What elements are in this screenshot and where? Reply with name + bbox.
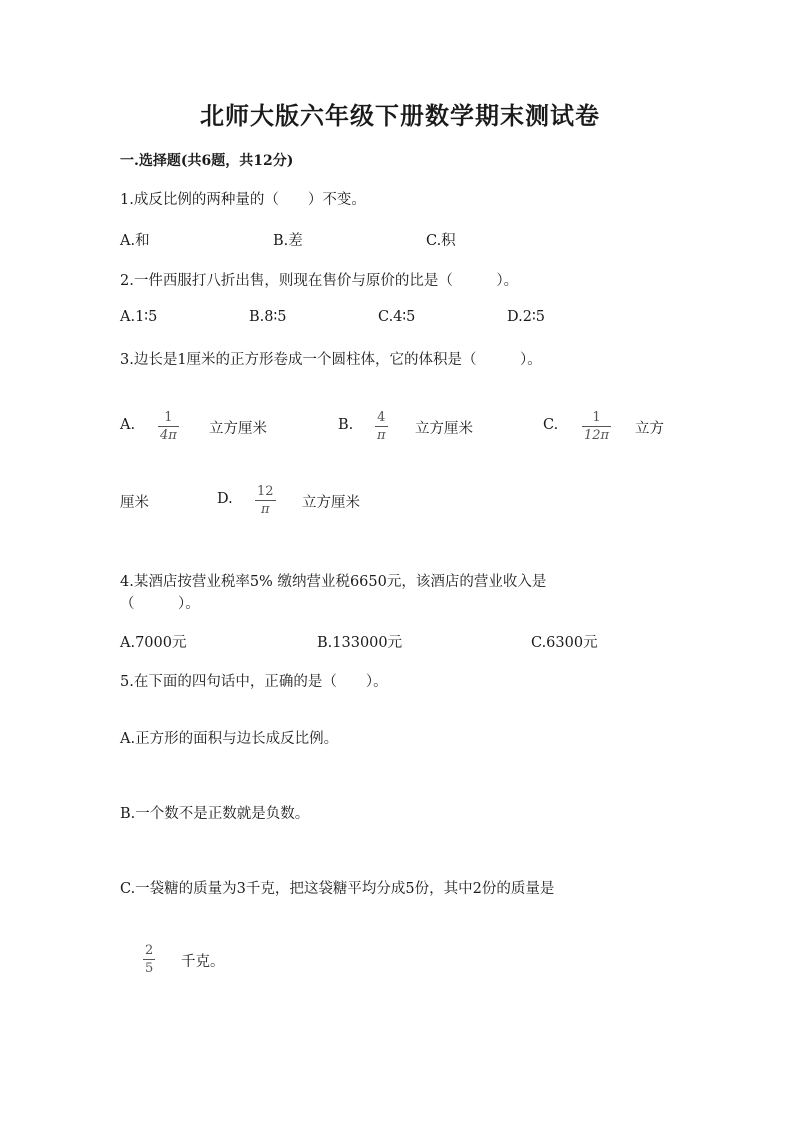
fraction-numerator: 2	[145, 943, 154, 958]
question-1-option-a: A.和	[120, 233, 150, 249]
fraction-bar	[255, 500, 276, 501]
question-3-stem: 3.边长是1厘米的正方形卷成一个圆柱体，它的体积是（ ）。	[120, 352, 542, 368]
question-3-option-b-unit: 立方厘米	[415, 421, 473, 437]
question-5-option-c-unit: 千克。	[181, 954, 225, 970]
fraction-numerator: 1	[592, 410, 601, 425]
fraction-denominator: 12π	[584, 428, 610, 443]
question-2-option-c: C.4∶5	[378, 309, 416, 325]
fraction-denominator: 5	[145, 961, 154, 976]
fraction-denominator: π	[377, 428, 386, 443]
question-5-stem: 5.在下面的四句话中，正确的是（ ）。	[120, 674, 388, 690]
page-title: 北师大版六年级下册数学期末测试卷	[200, 101, 600, 130]
question-4-option-a: A.7000元	[120, 635, 187, 651]
question-3-option-a-label: A.	[120, 417, 136, 433]
question-2-stem: 2.一件西服打八折出售，则现在售价与原价的比是（ ）。	[120, 273, 519, 289]
fraction-bar	[582, 426, 611, 427]
question-3-option-c-unit-continued: 厘米	[120, 495, 149, 511]
question-1-stem: 1.成反比例的两种量的（ ）不变。	[120, 192, 366, 208]
question-1-option-b: B.差	[273, 233, 303, 249]
fraction-numerator: 4	[377, 410, 386, 425]
question-3-option-b-label: B.	[338, 417, 354, 433]
fraction-numerator: 1	[164, 410, 173, 425]
question-3-option-d-fraction	[255, 484, 276, 517]
question-4-stem-continued: （ ）。	[120, 596, 200, 612]
question-2-option-d: D.2∶5	[507, 309, 545, 325]
fraction-denominator: 4π	[160, 428, 177, 443]
question-4-option-c: C.6300元	[531, 635, 598, 651]
question-5-option-b: B.一个数不是正数就是负数。	[120, 806, 310, 822]
question-5-option-c-fraction	[143, 943, 155, 976]
fraction-bar	[158, 426, 179, 427]
question-5-option-c: C.一袋糖的质量为3千克，把这袋糖平均分成5份，其中2份的质量是	[120, 881, 555, 897]
question-2-option-b: B.8∶5	[249, 309, 287, 325]
question-3-option-d-unit: 立方厘米	[302, 495, 360, 511]
fraction-numerator: 12	[257, 484, 274, 499]
question-3-option-c-fraction	[582, 410, 611, 443]
question-3-option-b-fraction	[375, 410, 388, 443]
question-5-option-a: A.正方形的面积与边长成反比例。	[120, 731, 339, 747]
fraction-bar	[375, 426, 388, 427]
question-4-option-b: B.133000元	[317, 635, 403, 651]
question-3-option-d-label: D.	[217, 491, 233, 507]
section-heading: 一.选择题(共6题，共12分)	[120, 153, 294, 169]
question-4-stem: 4.某酒店按营业税率5% 缴纳营业税6650元，该酒店的营业收入是	[120, 574, 547, 590]
fraction-denominator: π	[261, 502, 270, 517]
question-1-option-c: C.积	[426, 233, 456, 249]
question-3-option-c-label: C.	[543, 417, 559, 433]
question-2-option-a: A.1∶5	[120, 309, 158, 325]
question-3-option-a-unit: 立方厘米	[209, 421, 267, 437]
fraction-bar	[143, 959, 155, 960]
question-3-option-a-fraction	[158, 410, 179, 443]
question-3-option-c-unit: 立方	[635, 421, 664, 437]
